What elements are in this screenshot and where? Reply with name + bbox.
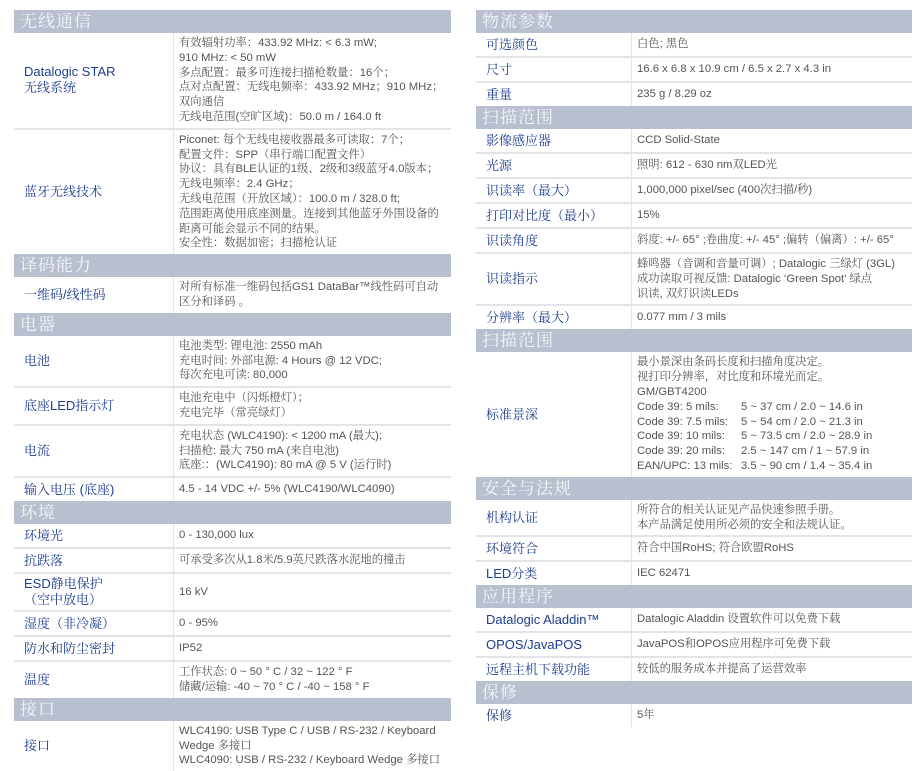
spec-label bbox=[14, 336, 174, 386]
spec-label-line: 湿度（非冷凝） bbox=[24, 615, 116, 631]
spec-value bbox=[174, 662, 451, 698]
spec-row bbox=[14, 524, 451, 549]
spec-row bbox=[14, 33, 451, 130]
spec-value bbox=[174, 612, 451, 635]
spec-label-line: 可选颜色 bbox=[486, 36, 539, 52]
spec-row bbox=[14, 721, 451, 771]
spec-value bbox=[174, 426, 451, 476]
spec-value-line: 无线电范围（开放区域）：100.0 m / 328.0 ft; bbox=[179, 192, 400, 205]
spec-row bbox=[476, 154, 912, 179]
spec-row bbox=[14, 637, 451, 662]
spec-label bbox=[476, 633, 632, 656]
spec-label-line: 输入电压 (底座) bbox=[24, 481, 115, 497]
spec-value bbox=[632, 608, 912, 631]
spec-section bbox=[14, 698, 451, 771]
spec-value-line: 区分和译码 。 bbox=[179, 295, 250, 308]
spec-value bbox=[174, 336, 451, 386]
spec-value-range: 5 ~ 73.5 cm / 2.0 ~ 28.9 in bbox=[741, 430, 873, 443]
spec-value bbox=[632, 500, 912, 536]
spec-label-line: 环境符合 bbox=[486, 540, 539, 556]
spec-value-line: 无线电范围(空旷区域)：50.0 m / 164.0 ft bbox=[179, 110, 382, 123]
spec-value-line: 双向通信 bbox=[179, 96, 225, 109]
spec-section bbox=[14, 501, 451, 698]
spec-label-line: 光源 bbox=[486, 157, 513, 173]
spec-label bbox=[14, 478, 174, 501]
spec-label-line: ESD静电保护 bbox=[24, 576, 103, 592]
spec-row bbox=[476, 704, 912, 727]
section-header: 无线通信 bbox=[14, 10, 451, 33]
spec-value-line: 0 - 130,000 lux bbox=[179, 529, 254, 542]
spec-value bbox=[632, 562, 912, 585]
spec-value-line: 充电完毕（常亮绿灯） bbox=[179, 406, 292, 419]
spec-value bbox=[632, 306, 912, 329]
spec-label bbox=[14, 549, 174, 572]
spec-section bbox=[476, 10, 912, 106]
spec-row bbox=[476, 33, 912, 58]
spec-value-key: Code 39: 10 mils: bbox=[637, 430, 725, 443]
spec-value bbox=[632, 633, 912, 656]
spec-value-line: 扫描枪: 最大 750 mA (来自电池) bbox=[179, 444, 340, 457]
spec-value bbox=[632, 537, 912, 560]
spec-value-line: 斜度: +/- 65° ;卷曲度: +/- 45° ;偏转（偏离）: +/- 65° bbox=[637, 234, 894, 247]
spec-label-line: 电池 bbox=[24, 352, 51, 368]
spec-value-key: EAN/UPC: 13 mils: bbox=[637, 459, 733, 472]
spec-row bbox=[14, 336, 451, 388]
section-header: 译码能力 bbox=[14, 254, 451, 277]
spec-row bbox=[476, 658, 912, 681]
spec-value bbox=[174, 574, 451, 610]
spec-value-line: 范围距离使用底座测量。连接到其他蓝牙外围设备的 bbox=[179, 207, 439, 220]
spec-label bbox=[14, 662, 174, 698]
spec-row bbox=[476, 537, 912, 562]
spec-value-line: 16.6 x 6.8 x 10.9 cm / 6.5 x 2.7 x 4.3 in bbox=[637, 63, 832, 76]
spec-label-line: 尺寸 bbox=[486, 61, 513, 77]
spec-value-line: IEC 62471 bbox=[637, 567, 691, 580]
spec-value-line: 储藏/运输: -40 ~ 70 ° C / -40 ~ 158 ° F bbox=[179, 680, 370, 693]
spec-label-line: Datalogic STAR bbox=[24, 64, 116, 80]
spec-label bbox=[476, 704, 632, 727]
spec-row bbox=[476, 254, 912, 306]
spec-value-line: 白色; 黑色 bbox=[637, 38, 689, 51]
spec-value bbox=[174, 33, 451, 128]
spec-label-line: 底座LED指示灯 bbox=[24, 397, 115, 413]
spec-label-line: 分辨率（最大） bbox=[486, 309, 578, 325]
spec-value bbox=[632, 179, 912, 202]
spec-section bbox=[476, 681, 912, 727]
spec-value-line: 5年 bbox=[637, 709, 655, 722]
spec-value-line: 照明: 612 - 630 nm双LED光 bbox=[637, 159, 778, 172]
spec-value-line: 910 MHz: < 50 mW bbox=[179, 51, 276, 64]
spec-value-line: GM/GBT4200 bbox=[637, 385, 707, 398]
spec-value-line: 协议：具有BLE认证的1级、2级和3级蓝牙4.0版本； bbox=[179, 163, 439, 176]
spec-value-line: 16 kV bbox=[179, 585, 208, 598]
spec-label-line: （空中放电） bbox=[24, 592, 103, 608]
spec-value-line: 安全性：数据加密；扫描枪认证 bbox=[179, 237, 338, 250]
spec-value bbox=[632, 254, 912, 304]
spec-section bbox=[476, 106, 912, 329]
spec-label bbox=[476, 500, 632, 536]
spec-value-pair bbox=[637, 444, 906, 459]
spec-value-line: 配置文件：SPP（串行端口配置文件） bbox=[179, 148, 372, 161]
spec-value-line: 1,000,000 pixel/sec (400次扫描/秒) bbox=[637, 184, 813, 197]
spec-row bbox=[14, 612, 451, 637]
spec-value-key: Code 39: 5 mils: bbox=[637, 400, 719, 413]
spec-section bbox=[476, 585, 912, 681]
spec-label-line: 识读角度 bbox=[486, 232, 539, 248]
spec-value-line: 蜂鸣器（音调和音量可调）; Datalogic 三绿灯 (3GL) bbox=[637, 258, 895, 270]
spec-value-line: Wedge 多接口 bbox=[179, 739, 252, 752]
spec-label-line: 电流 bbox=[24, 442, 51, 458]
spec-label bbox=[476, 229, 632, 252]
spec-label bbox=[476, 608, 632, 631]
spec-value-line: 底座:：(WLC4190): 80 mA @ 5 V (运行时) bbox=[179, 459, 392, 472]
spec-value-pair bbox=[637, 415, 906, 430]
spec-row bbox=[14, 426, 451, 478]
spec-value bbox=[632, 658, 912, 681]
spec-value-line: 最小景深由条码长度和扫描角度决定。 bbox=[637, 356, 830, 369]
spec-label bbox=[14, 426, 174, 476]
spec-value bbox=[632, 154, 912, 177]
spec-label bbox=[476, 58, 632, 81]
spec-value-pair bbox=[637, 429, 906, 444]
spec-value bbox=[632, 352, 912, 476]
spec-value-line: 15% bbox=[637, 209, 660, 222]
spec-value-line: 4.5 - 14 VDC +/- 5% (WLC4190/WLC4090) bbox=[179, 483, 395, 496]
spec-label bbox=[14, 130, 174, 254]
spec-value-line: JavaPOS和OPOS应用程序可免费下载 bbox=[637, 638, 831, 651]
spec-value-line: 充电状态 (WLC4190): < 1200 mA (最大); bbox=[179, 429, 383, 442]
spec-value-line: 有效辐射功率：433.92 MHz: < 6.3 mW; bbox=[179, 37, 377, 49]
spec-value-line: 较低的服务成本并提高了运营效率 bbox=[637, 663, 807, 676]
spec-row bbox=[476, 500, 912, 538]
spec-value-line: 无线电频率：2.4 GHz； bbox=[179, 178, 300, 191]
spec-value bbox=[174, 277, 451, 313]
spec-value-line: 多点配置：最多可连接扫描枪数量：16个； bbox=[179, 66, 395, 79]
spec-label bbox=[476, 83, 632, 106]
section-header: 扫描范围 bbox=[476, 329, 912, 352]
spec-section bbox=[14, 313, 451, 501]
spec-value-line: 可承受多次从1.8米/5.9英尺跌落水泥地的撞击 bbox=[179, 554, 406, 567]
spec-value bbox=[174, 478, 451, 501]
spec-label-line: OPOS/JavaPOS bbox=[486, 636, 583, 652]
spec-value-range: 2.5 ~ 147 cm / 1 ~ 57.9 in bbox=[741, 445, 870, 458]
spec-value-line: 距离可能会显示不同的结果。 bbox=[179, 222, 326, 235]
section-header: 保修 bbox=[476, 681, 912, 704]
spec-value-line: WLC4190: USB Type C / USB / RS-232 / Keyboard bbox=[179, 724, 436, 737]
spec-value-line: 0.077 mm / 3 mils bbox=[637, 311, 727, 324]
spec-value-range: 5 ~ 37 cm / 2.0 ~ 14.6 in bbox=[741, 400, 863, 413]
spec-section bbox=[14, 10, 451, 254]
spec-value-line: 成功读取可视反馈: Datalogic ‘Green Spot’ 绿点 bbox=[637, 272, 872, 285]
spec-label bbox=[476, 658, 632, 681]
spec-row bbox=[476, 562, 912, 585]
spec-row bbox=[476, 58, 912, 83]
spec-label-line: 重量 bbox=[486, 86, 513, 102]
spec-label bbox=[476, 129, 632, 152]
spec-row bbox=[476, 204, 912, 229]
spec-value bbox=[174, 549, 451, 572]
section-header: 安全与法规 bbox=[476, 477, 912, 500]
section-header: 接口 bbox=[14, 698, 451, 721]
spec-value-line: Datalogic Aladdin 设置软件可以免费下载 bbox=[637, 613, 841, 626]
spec-value-line: CCD Solid-State bbox=[637, 134, 720, 147]
spec-column-left bbox=[14, 10, 451, 771]
spec-label-line: 接口 bbox=[24, 737, 51, 753]
spec-value bbox=[632, 58, 912, 81]
spec-section bbox=[14, 254, 451, 313]
spec-label bbox=[14, 721, 174, 771]
spec-value bbox=[174, 388, 451, 424]
spec-value bbox=[632, 204, 912, 227]
spec-column-right bbox=[476, 10, 912, 727]
spec-label bbox=[476, 562, 632, 585]
spec-value-line: 识读, 双灯识读LEDs bbox=[637, 287, 739, 300]
spec-value-key: Code 39: 20 mils: bbox=[637, 445, 725, 458]
spec-label-line: 防水和防尘密封 bbox=[24, 640, 116, 656]
spec-value-line: 视打印分辨率，对比度和环境光而定。 bbox=[637, 371, 830, 384]
spec-row bbox=[476, 83, 912, 106]
spec-label-line: 蓝牙无线技术 bbox=[24, 183, 103, 199]
spec-value bbox=[632, 83, 912, 106]
spec-label bbox=[476, 154, 632, 177]
section-header: 电器 bbox=[14, 313, 451, 336]
spec-label-line: 无线系统 bbox=[24, 80, 77, 96]
section-header: 应用程序 bbox=[476, 585, 912, 608]
spec-value-line: 本产品满足使用所必须的安全和法规认证。 bbox=[637, 518, 852, 531]
spec-value bbox=[174, 721, 451, 771]
spec-row bbox=[14, 388, 451, 426]
spec-row bbox=[14, 662, 451, 698]
spec-label bbox=[476, 179, 632, 202]
spec-label bbox=[14, 612, 174, 635]
spec-row bbox=[476, 179, 912, 204]
spec-value bbox=[174, 524, 451, 547]
section-header: 物流参数 bbox=[476, 10, 912, 33]
spec-label bbox=[14, 33, 174, 128]
spec-value-line: WLC4090: USB / RS-232 / Keyboard Wedge 多接口 bbox=[179, 754, 440, 767]
spec-row bbox=[476, 608, 912, 633]
spec-label-line: LED分类 bbox=[486, 565, 538, 581]
spec-label bbox=[476, 537, 632, 560]
spec-value bbox=[174, 637, 451, 660]
spec-value-range: 5 ~ 54 cm / 2.0 ~ 21.3 in bbox=[741, 415, 863, 428]
spec-label-line: 影像感应器 bbox=[486, 132, 552, 148]
spec-value-range: 3.5 ~ 90 cm / 1.4 ~ 35.4 in bbox=[741, 459, 873, 472]
spec-value-line: Piconet: 每个无线电接收器最多可读取：7个； bbox=[179, 133, 410, 146]
spec-value-line: 所符合的相关认证见产品快速参照手册。 bbox=[637, 503, 841, 516]
spec-value-line: 0 - 95% bbox=[179, 617, 218, 630]
spec-label-line: 抗跌落 bbox=[24, 552, 64, 568]
spec-label-line: 打印对比度（最小） bbox=[486, 207, 604, 223]
spec-value-line: 工作状态: 0 ~ 50 ° C / 32 ~ 122 ° F bbox=[179, 666, 353, 679]
spec-row bbox=[14, 277, 451, 313]
spec-row bbox=[14, 130, 451, 254]
spec-label-line: Datalogic Aladdin™ bbox=[486, 611, 600, 627]
spec-row bbox=[476, 633, 912, 658]
spec-value-line: 电池类型: 锂电池: 2550 mAh bbox=[179, 339, 323, 352]
spec-row bbox=[476, 306, 912, 329]
spec-label bbox=[476, 204, 632, 227]
spec-value-pair bbox=[637, 459, 906, 474]
spec-value bbox=[632, 33, 912, 56]
spec-label bbox=[476, 306, 632, 329]
spec-label bbox=[14, 637, 174, 660]
spec-label-line: 环境光 bbox=[24, 527, 64, 543]
spec-label-line: 一维码/线性码 bbox=[24, 286, 106, 302]
spec-label bbox=[476, 352, 632, 476]
spec-value-pair bbox=[637, 400, 906, 415]
spec-row bbox=[476, 229, 912, 254]
spec-section bbox=[476, 477, 912, 586]
spec-label-line: 保修 bbox=[486, 707, 513, 723]
spec-row bbox=[14, 549, 451, 574]
spec-label-line: 识读率（最大） bbox=[486, 182, 578, 198]
spec-value-line: 对所有标准一维码包括GS1 DataBar™线性码可自动 bbox=[179, 281, 439, 294]
spec-label-line: 标准景深 bbox=[486, 406, 539, 422]
spec-row bbox=[476, 352, 912, 476]
spec-label bbox=[14, 574, 174, 610]
spec-value-key: Code 39: 7.5 mils: bbox=[637, 415, 729, 428]
spec-value-line: 电池充电中（闪烁橙灯）； bbox=[179, 392, 309, 405]
spec-row bbox=[14, 478, 451, 501]
spec-value-line: 235 g / 8.29 oz bbox=[637, 88, 712, 101]
section-header: 环境 bbox=[14, 501, 451, 524]
spec-label-line: 机构认证 bbox=[486, 509, 539, 525]
spec-row bbox=[14, 574, 451, 612]
spec-label bbox=[476, 254, 632, 304]
spec-label bbox=[14, 524, 174, 547]
spec-label bbox=[14, 277, 174, 313]
spec-value-line: 充电时间: 外部电源: 4 Hours @ 12 VDC; bbox=[179, 354, 382, 367]
spec-value-line: 符合中国RoHS; 符合欧盟RoHS bbox=[637, 542, 794, 555]
spec-value-line: IP52 bbox=[179, 642, 203, 655]
spec-value bbox=[632, 129, 912, 152]
section-header: 扫描范围 bbox=[476, 106, 912, 129]
spec-value bbox=[174, 130, 451, 254]
spec-row bbox=[476, 129, 912, 154]
spec-label-line: 识读指示 bbox=[486, 271, 539, 287]
spec-label-line: 远程主机下载功能 bbox=[486, 661, 591, 677]
spec-section bbox=[476, 329, 912, 476]
spec-value bbox=[632, 704, 912, 727]
spec-label bbox=[14, 388, 174, 424]
spec-value-line: 点对点配置：无线电频率：433.92 MHz；910 MHz； bbox=[179, 81, 444, 94]
spec-value bbox=[632, 229, 912, 252]
spec-value-line: 每次充电可读: 80,000 bbox=[179, 369, 288, 382]
spec-label-line: 温度 bbox=[24, 671, 51, 687]
spec-label bbox=[476, 33, 632, 56]
